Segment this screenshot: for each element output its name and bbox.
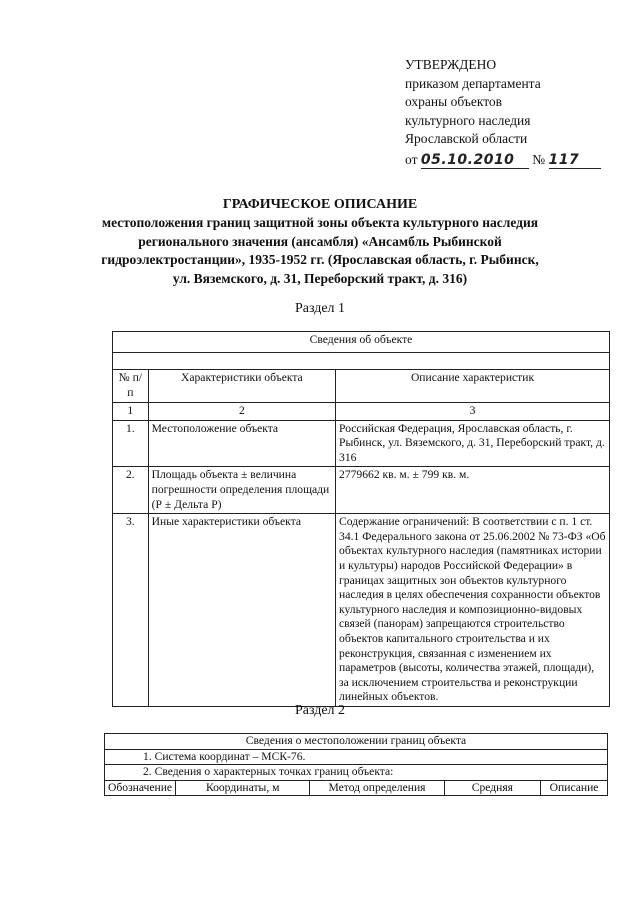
table-row (113, 514, 610, 707)
points-info-line: 2. Сведения о характерных точках границ объекта: (105, 765, 608, 781)
approval-stamp (405, 56, 625, 169)
approval-line-1: приказом департамента (405, 75, 541, 91)
col-header-characteristic: Характеристики объекта (148, 370, 335, 403)
table-1-empty-row (113, 353, 610, 370)
section-1-heading: Раздел 1 (294, 301, 346, 316)
date-prefix: от (405, 151, 418, 167)
col-header-method: Метод определения (310, 780, 444, 796)
col-header-label: Обозначение (105, 780, 176, 796)
approval-line-3: культурного наследия (405, 112, 531, 128)
col-number-2: 2 (148, 403, 335, 421)
col-header-no: № п/п (113, 370, 149, 403)
handwritten-number: 117 (548, 151, 580, 168)
row-characteristic: Площадь объекта ± величина погрешности определения площади (Р ± Дельта Р) (148, 467, 335, 514)
document-title-block (100, 196, 540, 288)
row-number: 1. (113, 420, 149, 467)
coordinate-system-line: 1. Система координат – МСК-76. (105, 749, 608, 765)
row-number: 2. (113, 467, 149, 514)
row-description: Содержание ограничений: В соответствии с п. 1 ст. 34.1 Федерального закона от 25.06.2002 № 73-ФЗ «Об объектах культурного наследия (памятниках истории и культуры) народов Российской Федерации» в границах защитных зон объектов культурного наследия в целях обеспечения сохранности объектов культурного наследия и композиционно-видовых связей (панорам) запрещаются строительство объектов капитального строительства и их реконструкция, связанная с изменением их параметров (высоты, количества этажей, площади), за исключением строительства и реконструкции линейных объектов. (336, 514, 610, 707)
col-number-3: 3 (336, 403, 610, 421)
document-subtitle: местоположения границ защитной зоны объекта культурного наследия регионального значения (ансамбля) «Ансамбль Рыбинской гидроэлектростанции», 1935-1952 гг. (Ярославская область, г. Рыбинск, ул. Вяземского, д. 31, Переборский тракт, д. 316) (101, 215, 539, 286)
row-number: 3. (113, 514, 149, 707)
object-info-table (112, 331, 610, 707)
col-header-desc: Описание (541, 780, 608, 796)
handwritten-date: 05.10.2010 (420, 151, 515, 168)
approval-line-4: Ярославской области (405, 131, 528, 146)
section-2-heading: Раздел 2 (294, 703, 346, 718)
approval-date-line (405, 151, 625, 170)
table-2-title: Сведения о местоположении границ объекта (105, 734, 608, 750)
table-row (113, 420, 610, 467)
row-description: 2779662 кв. м. ± 799 кв. м. (336, 467, 610, 514)
table-1-title: Сведения об объекте (113, 332, 610, 353)
number-sign: № (532, 151, 546, 167)
document-title: ГРАФИЧЕСКОЕ ОПИСАНИЕ (222, 197, 418, 212)
approval-line-2: охраны объектов (405, 94, 503, 109)
col-header-coords: Координаты, м (176, 780, 310, 796)
col-header-description: Описание характеристик (336, 370, 610, 403)
row-characteristic: Иные характеристики объекта (148, 514, 335, 707)
approval-heading: УТВЕРЖДЕНО (405, 57, 497, 72)
row-description: Российская Федерация, Ярославская область, г. Рыбинск, ул. Вяземского, д. 31, Переборский тракт, д. 316 (336, 420, 610, 467)
col-header-average: Средняя (444, 780, 540, 796)
boundary-info-table (104, 733, 608, 796)
col-number-1: 1 (113, 403, 149, 421)
table-row (113, 467, 610, 514)
row-characteristic: Местоположение объекта (148, 420, 335, 467)
